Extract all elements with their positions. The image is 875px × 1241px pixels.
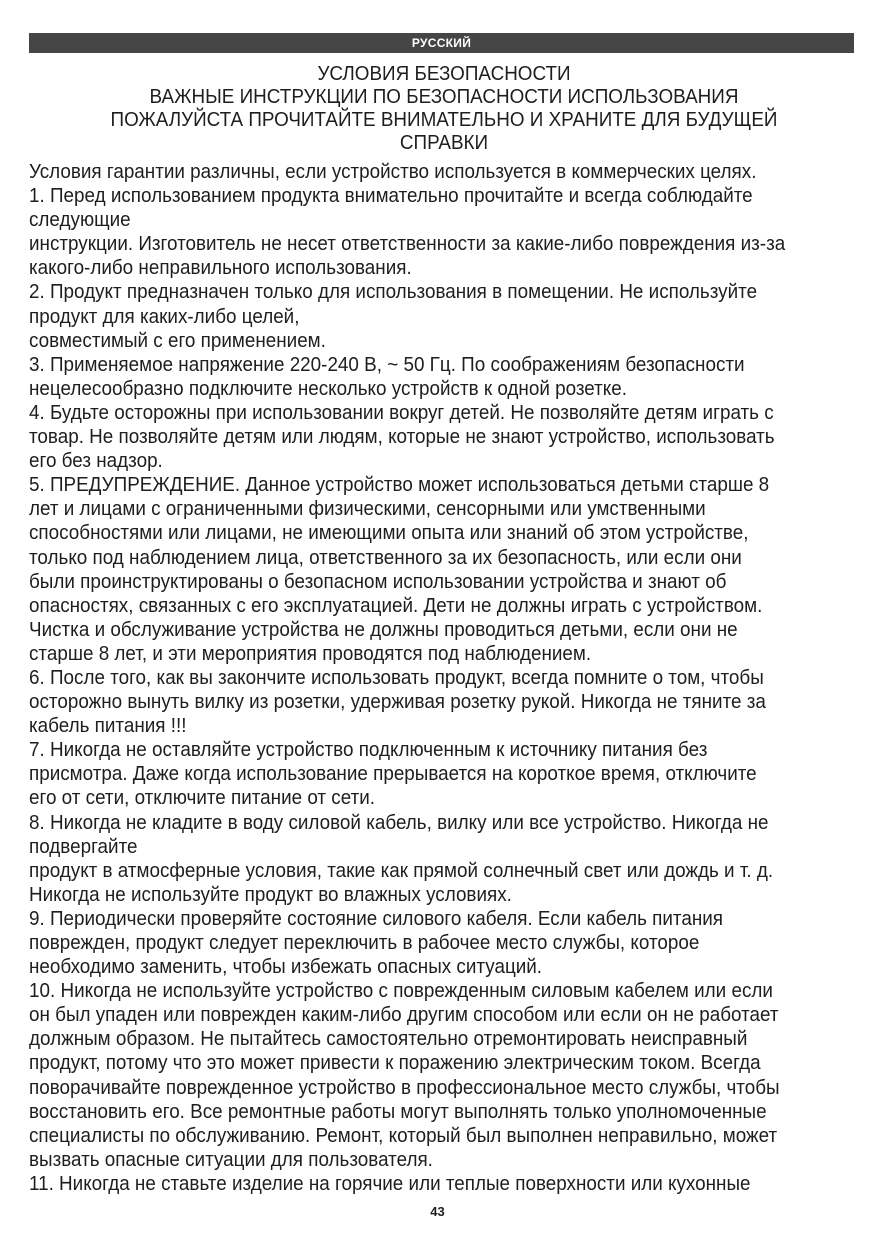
body-text-line: какого-либо неправильного использования. xyxy=(29,256,412,280)
body-text-line: совместимый с его применением. xyxy=(29,328,326,352)
body-text-line: 10. Никогда не используйте устройство с поврежденным силовым кабелем или если xyxy=(29,979,773,1003)
body-text-line: товар. Не позволяйте детям или людям, которые не знают устройство, использовать xyxy=(29,425,775,449)
body-text-line: Условия гарантии различны, если устройство используется в коммерческих целях. xyxy=(29,160,757,183)
body-text-line: 6. После того, как вы закончите использовать продукт, всегда помните о том, чтобы xyxy=(29,665,764,689)
body-text-line: Никогда не используйте продукт во влажных условиях. xyxy=(29,882,512,906)
body-text-line: только под наблюдением лица, ответственного за их безопасность, или если они xyxy=(29,545,742,569)
body-text-line: вызвать опасные ситуации для пользователя. xyxy=(29,1147,433,1171)
body-text-line: 3. Применяемое напряжение 220-240 В, ~ 50 Гц. По соображениям безопасности xyxy=(29,352,745,376)
body-text-line: 2. Продукт предназначен только для использования в помещении. Не используйте xyxy=(29,280,758,304)
body-text-line: 1. Перед использованием продукта внимательно прочитайте и всегда соблюдайте xyxy=(29,184,753,208)
body-text-line: 8. Никогда не кладите в воду силовой кабель, вилку или все устройство. Никогда не xyxy=(29,810,769,834)
title-line: ВАЖНЫЕ ИНСТРУКЦИИ ПО БЕЗОПАСНОСТИ ИСПОЛЬЗОВАНИЯ xyxy=(149,85,739,108)
body-text-line: поворачивайте поврежденное устройство в профессиональное место службы, чтобы xyxy=(29,1075,780,1099)
body-text-line: 7. Никогда не оставляйте устройство подключенным к источнику питания без xyxy=(29,738,708,762)
body-text-line: он был упаден или поврежден каким-либо другим способом или если он не работает xyxy=(29,1003,779,1027)
body-text-line: необходимо заменить, чтобы избежать опасных ситуаций. xyxy=(29,955,543,979)
title-line: УСЛОВИЯ БЕЗОПАСНОСТИ xyxy=(317,62,571,85)
body-text-line: осторожно вынуть вилку из розетки, удерживая розетку рукой. Никогда не тяните за xyxy=(29,690,766,714)
body-text-line: Чистка и обслуживание устройства не должны проводиться детьми, если они не xyxy=(29,617,738,641)
body-text-line: были проинструктированы о безопасном использовании устройства и знают об xyxy=(29,569,727,593)
body-text-line: лет и лицами с ограниченными физическими, сенсорными или умственными xyxy=(29,497,706,521)
body-text-line: 4. Будьте осторожны при использовании вокруг детей. Не позволяйте детям играть с xyxy=(29,400,774,424)
body-text-line: специалисты по обслуживанию. Ремонт, который был выполнен неправильно, может xyxy=(29,1123,778,1147)
body-text-line: должным образом. Не пытайтесь самостоятельно отремонтировать неисправный xyxy=(29,1027,748,1051)
language-label: РУССКИЙ xyxy=(411,36,472,50)
page-number: 43 xyxy=(430,1204,445,1219)
body-text-line: продукт, потому что это может привести к поражению электрическим током. Всегда xyxy=(29,1051,761,1075)
body-text-line: опасностях, связанных с его эксплуатацией. Дети не должны играть с устройством. xyxy=(29,593,763,617)
body-text-line: следующие xyxy=(29,208,131,232)
title-line: ПОЖАЛУЙСТА ПРОЧИТАЙТЕ ВНИМАТЕЛЬНО И ХРАНИТЕ ДЛЯ БУДУЩЕЙ xyxy=(110,108,778,131)
body-text-line: подвергайте xyxy=(29,834,138,858)
body-text-line: 9. Периодически проверяйте состояние силового кабеля. Если кабель питания xyxy=(29,906,724,930)
body-text-line: восстановить его. Все ремонтные работы могут выполнять только уполномоченные xyxy=(29,1099,767,1123)
body-text-line: присмотра. Даже когда использование прерывается на короткое время, отключите xyxy=(29,762,757,786)
safety-instructions-body xyxy=(29,160,857,1196)
body-text-line: продукт для каких-либо целей, xyxy=(29,304,300,328)
body-text-line: 11. Никогда не ставьте изделие на горячие или теплые поверхности или кухонные xyxy=(29,1171,751,1195)
safety-titles xyxy=(62,62,826,154)
body-text-line: нецелесообразно подключите несколько устройств к одной розетке. xyxy=(29,376,628,400)
body-text-line: старше 8 лет, и эти мероприятия проводятся под наблюдением. xyxy=(29,641,592,665)
body-text-line: 5. ПРЕДУПРЕЖДЕНИЕ. Данное устройство может использоваться детьми старше 8 xyxy=(29,473,770,497)
body-text-line: кабель питания !!! xyxy=(29,714,187,738)
body-text-line: его без надзор. xyxy=(29,449,163,473)
language-header-bar xyxy=(29,33,854,53)
body-text-line: поврежден, продукт следует переключить в рабочее место службы, которое xyxy=(29,931,700,954)
title-line: СПРАВКИ xyxy=(399,131,489,154)
body-text-line: продукт в атмосферные условия, такие как прямой солнечный свет или дождь и т. д. xyxy=(29,858,774,882)
body-text-line: способностями или лицами, не имеющими опыта или знаний об этом устройстве, xyxy=(29,521,749,545)
body-text-line: инструкции. Изготовитель не несет ответственности за какие-либо повреждения из-за xyxy=(29,232,786,256)
body-text-line: его от сети, отключите питание от сети. xyxy=(29,786,376,810)
